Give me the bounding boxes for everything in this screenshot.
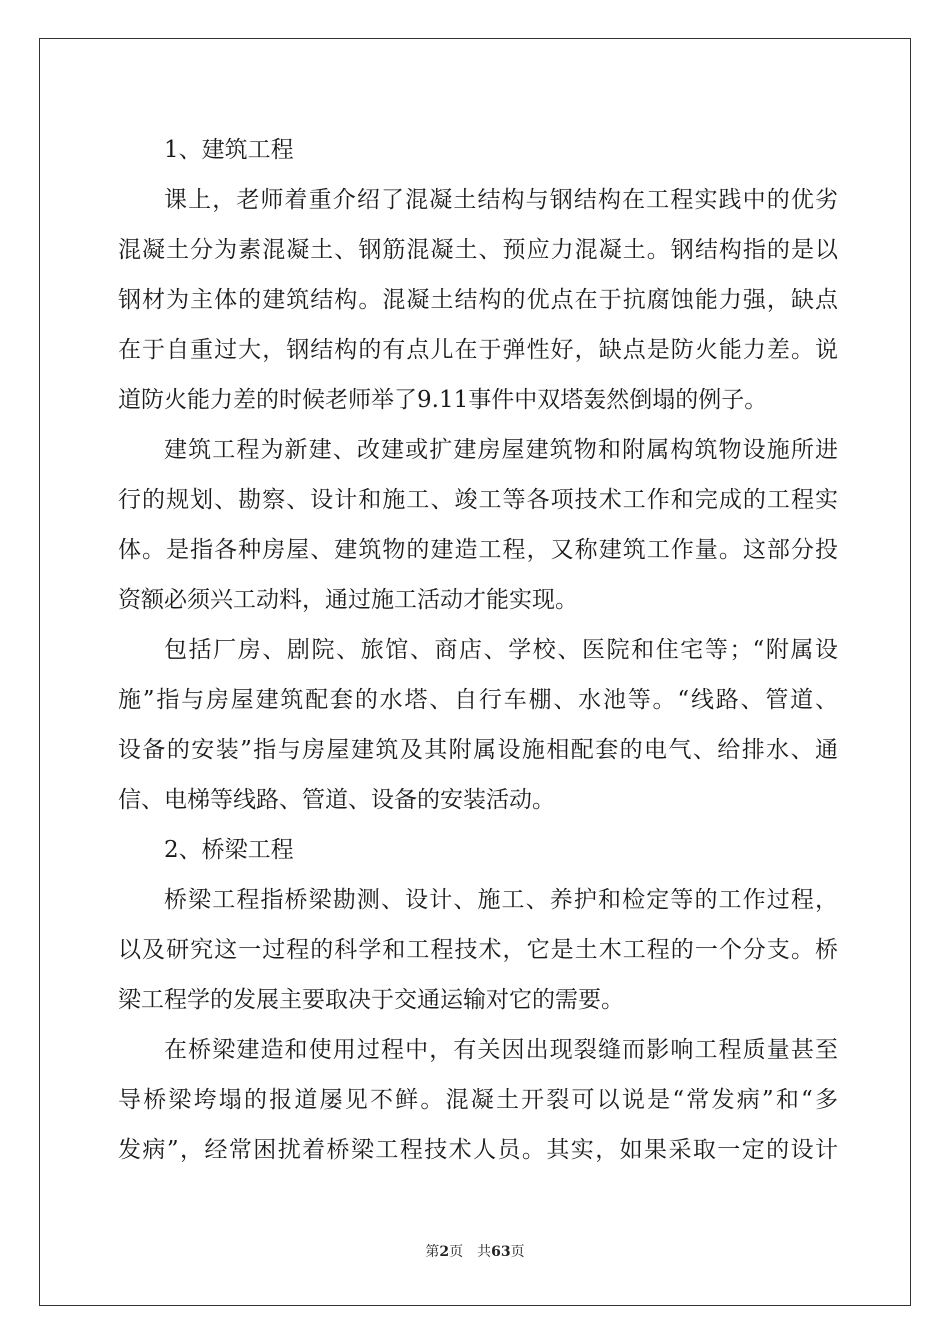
footer-middle: 页 共 — [449, 1244, 492, 1260]
paragraph-line: 发病”，经常困扰着桥梁工程技术人员。其实，如果采取一定的设计 — [118, 1137, 838, 1163]
paragraph-line: 导桥梁垮塌的报道屡见不鲜。混凝土开裂可以说是“常发病”和“多 — [118, 1087, 838, 1113]
footer-suffix: 页 — [510, 1244, 525, 1260]
paragraph-line: 在桥梁建造和使用过程中，有关因出现裂缝而影响工程质量甚至 — [164, 1037, 838, 1063]
paragraph-line: 混凝土分为素混凝土、钢筋混凝土、预应力混凝土。钢结构指的是以 — [118, 237, 838, 263]
section-heading: 1、建筑工程 — [164, 137, 294, 163]
paragraph-line: 梁工程学的发展主要取决于交通运输对它的需要。 — [118, 987, 624, 1013]
paragraph-line: 施”指与房屋建筑配套的水塔、自行车棚、水池等。“线路、管道、 — [118, 687, 838, 713]
paragraph-line: 课上，老师着重介绍了混凝土结构与钢结构在工程实践中的优劣 — [164, 187, 838, 213]
paragraph-line: 钢材为主体的建筑结构。混凝土结构的优点在于抗腐蚀能力强，缺点 — [118, 287, 838, 313]
paragraph-line: 设备的安装”指与房屋建筑及其附属设施相配套的电气、给排水、通 — [118, 737, 838, 763]
paragraph-line: 包括厂房、剧院、旅馆、商店、学校、医院和住宅等；“附属设 — [164, 637, 838, 663]
page-footer — [0, 1242, 950, 1262]
paragraph-line: 桥梁工程指桥梁勘测、设计、施工、养护和检定等的工作过程， — [164, 887, 838, 913]
paragraph-line: 在于自重过大，钢结构的有点儿在于弹性好，缺点是防火能力差。说 — [118, 337, 838, 363]
footer-total-pages: 63 — [491, 1244, 511, 1260]
section-heading: 2、桥梁工程 — [164, 837, 294, 863]
paragraph-line: 信、电梯等线路、管道、设备的安装活动。 — [118, 787, 555, 813]
footer-page-number: 2 — [439, 1244, 450, 1260]
paragraph-line: 行的规划、勘察、设计和施工、竣工等各项技术工作和完成的工程实 — [118, 487, 838, 513]
paragraph-line: 道防火能力差的时候老师举了9.11事件中双塔轰然倒塌的例子。 — [118, 387, 768, 413]
paragraph-line: 建筑工程为新建、改建或扩建房屋建筑物和附属构筑物设施所进 — [164, 437, 838, 463]
document-body — [118, 125, 838, 1175]
paragraph-line: 资额必须兴工动料，通过施工活动才能实现。 — [118, 587, 578, 613]
footer-prefix: 第 — [425, 1244, 440, 1260]
paragraph-line: 以及研究这一过程的科学和工程技术，它是土木工程的一个分支。桥 — [118, 937, 838, 963]
paragraph-line: 体。是指各种房屋、建筑物的建造工程，又称建筑工作量。这部分投 — [118, 537, 838, 563]
